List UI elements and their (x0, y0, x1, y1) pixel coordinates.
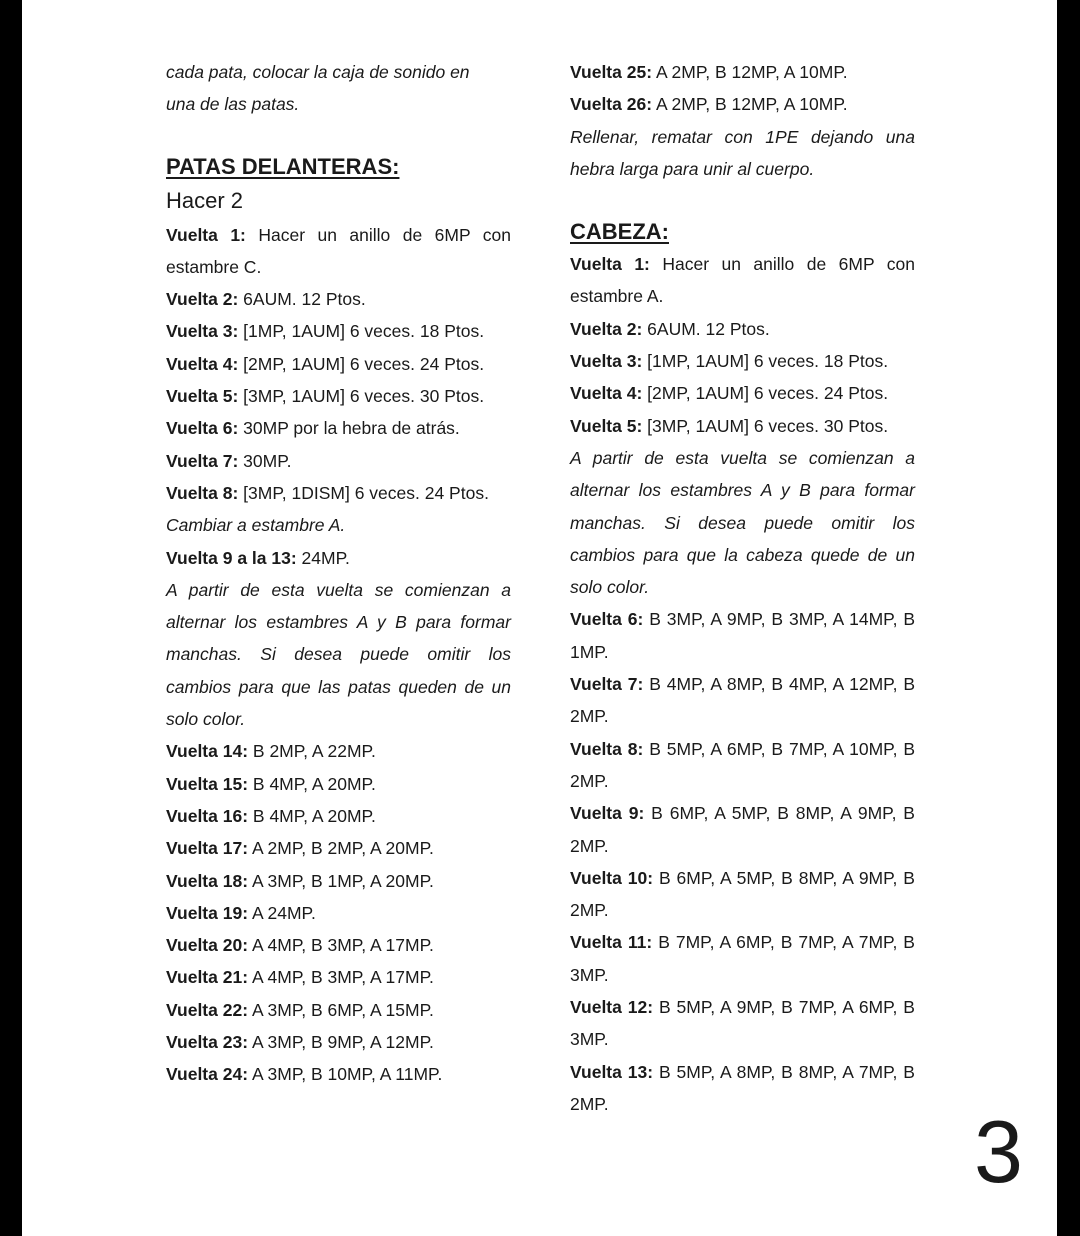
round-text: A 3MP, B 1MP, A 20MP. (251, 870, 434, 891)
round-row (166, 477, 511, 509)
round-row (166, 929, 511, 961)
round-text: 30MP por la hebra de atrás. (243, 418, 460, 439)
round-label: Vuelta 25: (570, 62, 653, 82)
round-text: [3MP, 1AUM] 6 veces. 30 Ptos. (647, 415, 889, 436)
round-label: Vuelta 13: (570, 1061, 654, 1082)
round-text: A 2MP, B 2MP, A 20MP. (251, 838, 434, 859)
section-heading-patas-delanteras: PATAS DELANTERAS: (166, 153, 400, 179)
round-text: B 6MP, A 5MP, B 8MP, A 9MP, B 2MP. (570, 803, 915, 856)
round-row (166, 800, 511, 832)
round-text: [1MP, 1AUM] 6 veces. 18 Ptos. (243, 321, 485, 342)
round-text: B 4MP, A 20MP. (252, 773, 376, 794)
round-row (570, 991, 915, 1056)
round-text: B 2MP, A 22MP. (252, 741, 376, 762)
round-text: [2MP, 1AUM] 6 veces. 24 Ptos. (243, 353, 485, 374)
round-text: 24MP. (301, 547, 350, 568)
round-label: Vuelta 6: (166, 418, 239, 439)
page-number: 3 (974, 1102, 1023, 1201)
round-label: Vuelta 7: (166, 450, 239, 471)
round-label: Vuelta 6: (570, 609, 644, 630)
round-label: Vuelta 3: (570, 351, 643, 372)
note-fill: Rellenar, rematar con 1PE dejando una hebra larga para unir al cuerpo. (570, 126, 915, 179)
round-text: [1MP, 1AUM] 6 veces. 18 Ptos. (647, 351, 889, 372)
round-label: Vuelta 21: (166, 967, 249, 988)
round-label: Vuelta 3: (166, 321, 239, 342)
round-text: B 5MP, A 6MP, B 7MP, A 10MP, B 2MP. (570, 738, 915, 791)
round-label: Vuelta 11: (570, 932, 653, 953)
note-change-yarn: Cambiar a estambre A. (166, 515, 346, 536)
round-label: Vuelta 5: (166, 386, 239, 407)
round-label: Vuelta 5: (570, 415, 643, 436)
round-row (570, 56, 915, 88)
round-row (570, 1056, 915, 1121)
round-text: Hacer un anillo de 6MP con estambre A. (570, 254, 915, 307)
note-spots: A partir de esta vuelta se comienzan a alternar los estambres A y B para formar manchas. Si desea puede omitir los cambios para que la cabeza quede de un solo color. (570, 447, 915, 598)
round-row (570, 88, 915, 120)
round-text: B 5MP, A 9MP, B 7MP, A 6MP, B 3MP. (570, 997, 915, 1050)
right-column (570, 56, 915, 1120)
round-row (570, 733, 915, 798)
round-row (570, 797, 915, 862)
round-text: B 7MP, A 6MP, B 7MP, A 7MP, B 3MP. (570, 932, 915, 985)
round-label: Vuelta 24: (166, 1064, 249, 1085)
round-row (570, 248, 915, 313)
intro-line: una de las patas. (166, 94, 300, 115)
round-row (166, 348, 511, 380)
round-row (166, 1026, 511, 1058)
round-label: Vuelta 26: (570, 94, 653, 115)
round-text: Hacer un anillo de 6MP con estambre C. (166, 224, 511, 277)
round-row (166, 832, 511, 864)
round-text: A 3MP, B 10MP, A 11MP. (251, 1064, 443, 1085)
round-text: B 5MP, A 8MP, B 8MP, A 7MP, B 2MP. (570, 1061, 915, 1114)
round-row (570, 313, 915, 345)
round-label: Vuelta 9: (570, 803, 645, 824)
round-row (570, 668, 915, 733)
round-row (166, 961, 511, 993)
round-label: Vuelta 2: (570, 318, 643, 339)
round-text: A 2MP, B 12MP, A 10MP. (655, 62, 848, 82)
round-text: A 3MP, B 9MP, A 12MP. (251, 1032, 434, 1053)
round-text: B 6MP, A 5MP, B 8MP, A 9MP, B 2MP. (570, 867, 915, 921)
round-row (570, 345, 915, 377)
round-label: Vuelta 14: (166, 741, 249, 762)
round-text: [3MP, 1DISM] 6 veces. 24 Ptos. (243, 482, 489, 503)
round-row (166, 219, 511, 284)
round-label: Vuelta 18: (166, 870, 249, 891)
round-row (166, 315, 511, 347)
round-row (166, 445, 511, 477)
round-row (570, 926, 915, 991)
round-row (166, 768, 511, 800)
round-label: Vuelta 15: (166, 773, 249, 794)
document-page (22, 0, 1057, 1236)
round-label: Vuelta 17: (166, 838, 249, 859)
note-spots: A partir de esta vuelta se comienzan a alternar los estambres A y B para formar manchas. Si desea puede omitir los cambios para que las patas queden de un solo color. (166, 579, 511, 730)
round-row (166, 994, 511, 1026)
round-label: Vuelta 8: (570, 738, 644, 759)
round-label: Vuelta 1: (570, 254, 650, 275)
round-label: Vuelta 23: (166, 1032, 249, 1053)
round-label: Vuelta 1: (166, 224, 246, 245)
round-row (166, 865, 511, 897)
round-row (166, 542, 511, 574)
round-label: Vuelta 22: (166, 999, 249, 1020)
round-row (166, 283, 511, 315)
round-row (570, 862, 915, 927)
round-row (166, 380, 511, 412)
section-subheading: Hacer 2 (166, 187, 244, 213)
round-label: Vuelta 16: (166, 805, 249, 826)
round-label: Vuelta 9 a la 13: (166, 547, 297, 568)
round-label: Vuelta 4: (570, 383, 643, 404)
round-text: B 3MP, A 9MP, B 3MP, A 14MP, B 1MP. (570, 609, 915, 662)
round-label: Vuelta 12: (570, 997, 654, 1018)
round-label: Vuelta 20: (166, 935, 249, 956)
round-row (570, 410, 915, 442)
round-text: A 2MP, B 12MP, A 10MP. (655, 94, 848, 115)
round-row (570, 603, 915, 668)
round-label: Vuelta 7: (570, 674, 644, 695)
round-text: A 4MP, B 3MP, A 17MP. (251, 967, 434, 988)
round-row (166, 735, 511, 767)
round-label: Vuelta 19: (166, 902, 249, 923)
round-text: [3MP, 1AUM] 6 veces. 30 Ptos. (243, 386, 485, 407)
round-label: Vuelta 8: (166, 482, 239, 503)
round-text: B 4MP, A 20MP. (252, 805, 376, 826)
round-text: A 3MP, B 6MP, A 15MP. (251, 999, 434, 1020)
round-text: 6AUM. 12 Ptos. (243, 289, 366, 310)
round-row (570, 377, 915, 409)
intro-line: cada pata, colocar la caja de sonido en (166, 62, 470, 82)
round-row (166, 1058, 511, 1090)
round-row (166, 412, 511, 444)
section-heading-cabeza: CABEZA: (570, 219, 669, 245)
round-label: Vuelta 4: (166, 353, 239, 374)
round-text: 30MP. (243, 450, 292, 471)
round-label: Vuelta 10: (570, 867, 654, 888)
round-text: A 24MP. (251, 902, 316, 923)
round-text: B 4MP, A 8MP, B 4MP, A 12MP, B 2MP. (570, 674, 915, 727)
left-column (166, 56, 511, 1091)
round-text: A 4MP, B 3MP, A 17MP. (251, 935, 434, 956)
round-text: [2MP, 1AUM] 6 veces. 24 Ptos. (647, 383, 889, 404)
round-row (166, 897, 511, 929)
round-label: Vuelta 2: (166, 289, 239, 310)
round-text: 6AUM. 12 Ptos. (647, 318, 770, 339)
